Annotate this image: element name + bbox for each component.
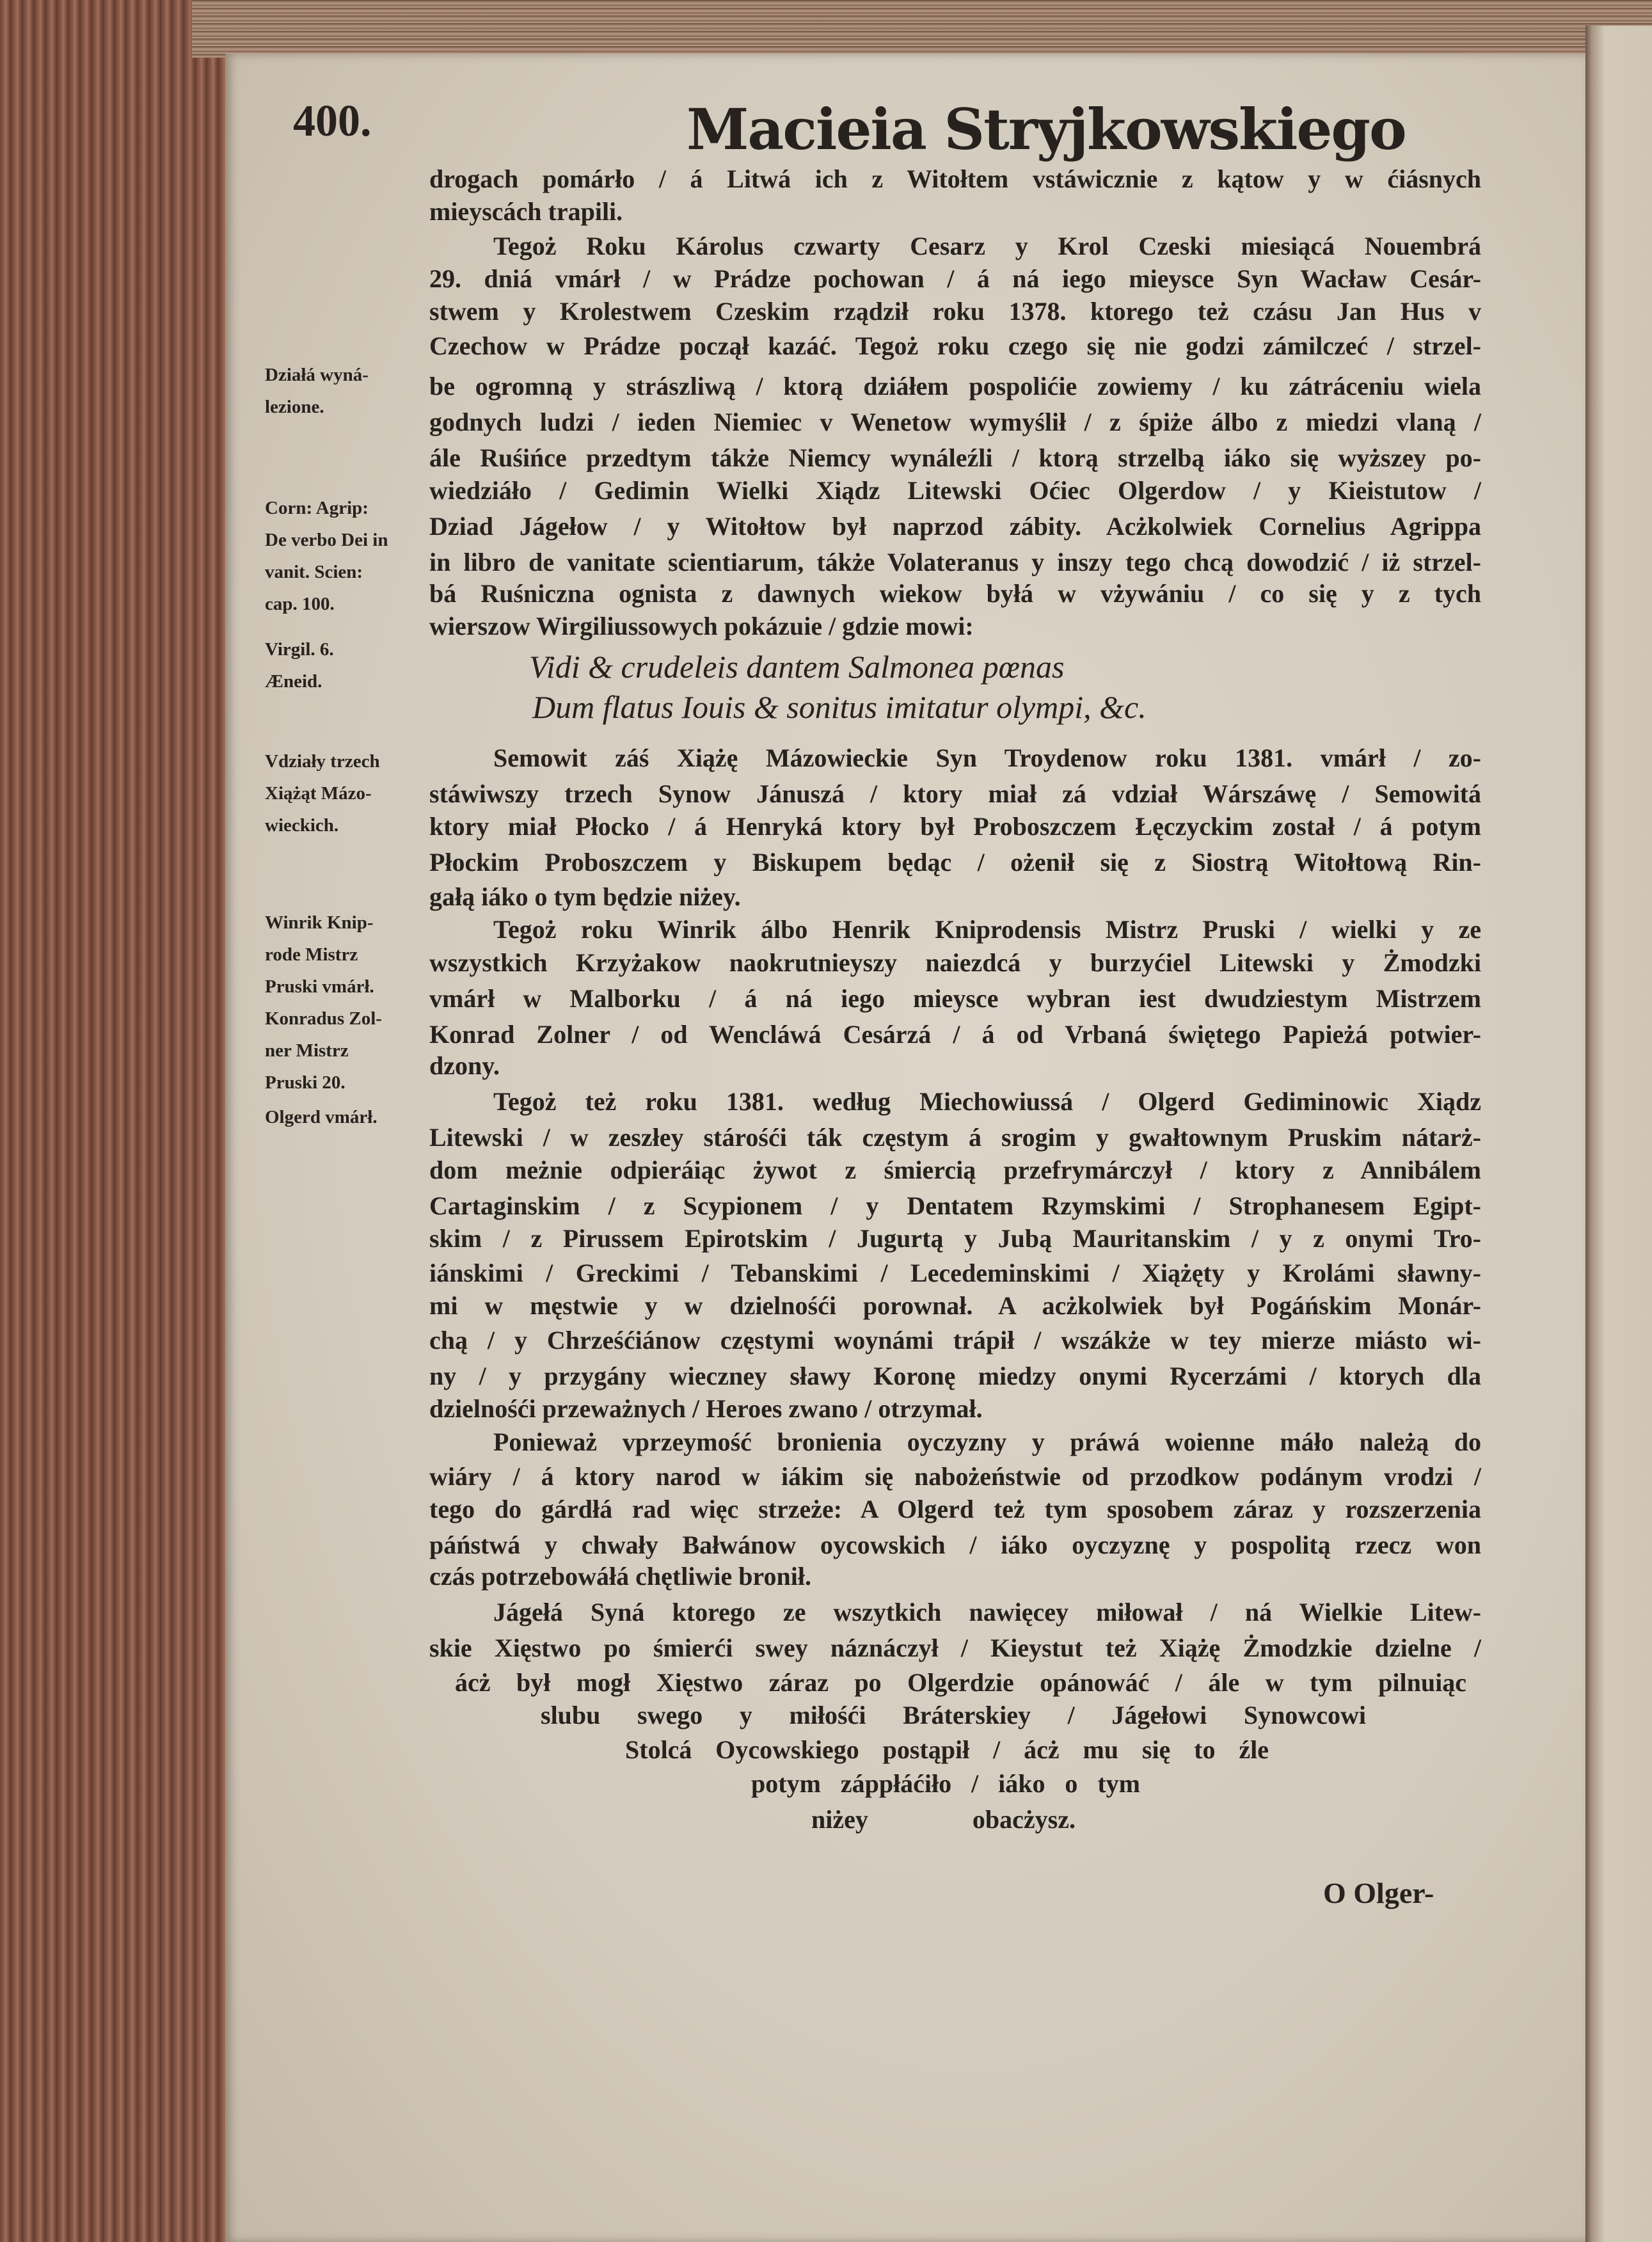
text-line: Litewski / w zeszłey stárośći ták częstym á srogim y gwałtownym Pruskim nátarż-	[429, 1123, 1481, 1152]
text-line: wierszow Wirgiliussowych pokázuie / gdzie mowi:	[429, 612, 974, 640]
margin-note-line: Virgil. 6.	[265, 639, 334, 660]
verse-line: Dum flatus Iouis & sonitus imitatur olympi, &c.	[532, 689, 1147, 725]
margin-note-line: Xiążąt Mázo-	[265, 783, 372, 804]
margin-note-line: Pruski vmárł.	[265, 976, 374, 997]
text-line: ále Ruśińce przedtym tákże Niemcy wynáleźli / ktorą strzelbą iáko się wyższey po-	[429, 443, 1481, 472]
margin-note	[265, 492, 418, 620]
text-line: be ogromną y strászliwą / ktorą dziáłem pospolićie zowiemy / ku zátráceniu wiela	[429, 372, 1481, 401]
text-line: drogach pomárło / á Litwá ich z Witołtem vstáwicznie z kątow y w ćiásnych	[429, 164, 1481, 193]
margin-note-line: ner Mistrz	[265, 1040, 349, 1061]
margin-note-line: Pruski 20.	[265, 1072, 345, 1093]
text-line: czás potrzebowáłá chętliwie bronił.	[429, 1562, 811, 1591]
margin-note-line: Vdziały trzech	[265, 751, 380, 772]
verse-line: Vidi & crudeleis dantem Salmonea pœnas	[529, 649, 1065, 685]
text-line: Ponieważ vprzeymość bronienia oyczyzny y práwá woienne máło należą do	[493, 1427, 1481, 1456]
margin-note-line: wieckich.	[265, 815, 339, 836]
text-line: godnych ludzi / ieden Niemiec v Wenetow wymyślił / z śpiże álbo z miedzi vlaną /	[429, 408, 1481, 436]
margin-note-line: Winrik Knip-	[265, 912, 374, 933]
text-line: Czechow w Prádze począł kazáć. Tegoż roku czego się nie godzi zámilczeć / strzel-	[429, 331, 1481, 360]
text-line: Tegoż roku Winrik álbo Henrik Kniprodensis Mistrz Pruski / wielki y ze	[493, 915, 1481, 944]
margin-note-line: Konradus Zol-	[265, 1008, 382, 1029]
text-line: Cartaginskim / z Scypionem / y Dentatem Rzymskimi / Strophanesem Egipt-	[429, 1191, 1481, 1220]
text-line: wiáry / á ktory narod w iákim się nabożeństwie od przodkow podánym vrodzi /	[429, 1462, 1481, 1491]
text-line: Jágełá Syná ktorego ze wszytkich nawięcey miłował / ná Wielkie Litew-	[493, 1598, 1481, 1626]
margin-note	[265, 633, 418, 697]
text-line: ny / y przygány wieczney sławy Koronę miedzy onymi Rycerzámi / ktorych dla	[429, 1362, 1481, 1390]
text-line: niżey obacżysz.	[811, 1805, 1076, 1834]
margin-note-line: Olgerd vmárł.	[265, 1107, 377, 1127]
text-line: slubu swego y miłośći Bráterskiey / Jágełowi Synowcowi	[541, 1701, 1366, 1729]
text-line: chą / y Chrześćiánow częstymi woynámi trápił / wszákże w tey mierze miásto wi-	[429, 1326, 1481, 1355]
text-line: Płockim Proboszczem y Biskupem będąc / ożenił się z Siostrą Witołtową Rin-	[429, 848, 1481, 877]
text-line: wiedziáło / Gedimin Wielki Xiądz Litewski Oćiec Olgerdow / y Kieistutow /	[429, 476, 1481, 505]
text-line: Stolcá Oycowskiego postąpił / ácż mu się to źle	[625, 1735, 1269, 1764]
text-line: vmárł w Malborku / á ná iego mieysce wybran iest dwudziestym Mistrzem	[429, 984, 1481, 1013]
margin-note-line: Æneid.	[265, 671, 322, 692]
margin-note	[265, 359, 418, 423]
text-line: potym záppłáćiło / iáko o tym	[751, 1769, 1140, 1798]
text-line: skie Xięstwo po śmierći swey náznáczył / Kieystut też Xiążę Żmodzkie dzielne /	[429, 1634, 1481, 1662]
text-line: Tegoż Roku Károlus czwarty Cesarz y Krol Czeski miesiącá Nouembrá	[493, 232, 1481, 260]
book-fore-edge	[0, 0, 230, 2242]
text-line: ácż był mogł Xięstwo záraz po Olgerdzie opánowáć / ále w tym pilnuiąc	[455, 1668, 1466, 1697]
text-line: dzony.	[429, 1051, 500, 1080]
text-line: mi w męstwie y w dzielnośći porownał. A acżkolwiek był Pogáńskim Monár-	[429, 1291, 1481, 1320]
text-line: wszystkich Krzyżakow naokrutnieyszy naiezdcá y burzyćiel Litewski y Żmodzki	[429, 948, 1481, 977]
text-line: in libro de vanitate scientiarum, tákże Volateranus y inszy tego chcą dowodzić / iż strzel-	[429, 548, 1481, 576]
margin-note	[265, 907, 418, 1003]
text-line: 29. dniá vmárł / w Prádze pochowan / á ná iego mieysce Syn Wacław Cesár-	[429, 264, 1481, 293]
facing-page-edge	[1585, 26, 1652, 2242]
text-line: ktory miał Płocko / á Henryká ktory był Proboszczem Łęczyckim został / á potym	[429, 812, 1481, 841]
text-line: mieyscách trapili.	[429, 197, 623, 226]
text-line: stáwiwszy trzech Synow Jánuszá / ktory miał zá vdział Wárszáwę / Semowitá	[429, 779, 1481, 808]
text-line: páństwá y chwały Bałwánow oycowskich / iáko oyczyznę y pospolitą rzecz won	[429, 1530, 1481, 1559]
text-line: skim / z Pirussem Epirotskim / Jugurtą y Jubą Mauritanskim / y z onymi Tro-	[429, 1224, 1481, 1253]
margin-note	[265, 1003, 418, 1099]
text-line: gałą iáko o tym będzie niżey.	[429, 882, 741, 911]
text-line: dzielnośći przeważnych / Heroes zwano / otrzymał.	[429, 1394, 983, 1423]
text-line: stwem y Krolestwem Czeskim rządził roku 1378. ktorego też czásu Jan Hus v	[429, 297, 1481, 326]
margin-note-line: Działá wyná-	[265, 365, 369, 385]
text-line: dom meżnie odpieráiąc żywot z śmiercią przefrymárczył / ktory z Annibálem	[429, 1156, 1481, 1184]
margin-note-line: De verbo Dei in	[265, 530, 388, 550]
margin-note-line: rode Mistrz	[265, 944, 358, 965]
text-line: Semowit záś Xiążę Mázowieckie Syn Troydenow roku 1381. vmárł / zo-	[493, 743, 1481, 772]
book-top-edge	[192, 0, 1652, 58]
margin-note-line: vanit. Scien:	[265, 562, 363, 582]
margin-note	[265, 1101, 418, 1133]
text-line: Konrad Zolner / od Wencláwá Cesárzá / á od Vrbaná świętego Papieżá potwier-	[429, 1020, 1481, 1049]
margin-note-line: lezione.	[265, 397, 324, 417]
text-line: iánskimi / Greckimi / Tebanskimi / Lecedeminskimi / Xiążęty y Krolámi sławny-	[429, 1259, 1481, 1287]
running-title: Macieia Stryjkowskiego	[687, 96, 1406, 163]
margin-note-line: cap. 100.	[265, 594, 335, 614]
catchword: O Olger-	[1323, 1877, 1434, 1909]
margin-note	[265, 745, 418, 841]
text-line: tego do gárdłá rad więc strzeże: A Olgerd też tym sposobem záraz y rozszerzenia	[429, 1495, 1481, 1523]
margin-note-line: Corn: Agrip:	[265, 498, 369, 518]
page-number: 400.	[293, 97, 372, 146]
text-line: Dziad Jágełow / y Witołtow był naprzod zábity. Acżkolwiek Cornelius Agrippa	[429, 512, 1481, 541]
text-line: Tegoż też roku 1381. według Miechowiussá / Olgerd Gediminowic Xiądz	[493, 1087, 1481, 1116]
text-line: bá Ruśniczna ognista z dawnych wiekow byłá w vżywániu / co się y z tych	[429, 579, 1481, 608]
